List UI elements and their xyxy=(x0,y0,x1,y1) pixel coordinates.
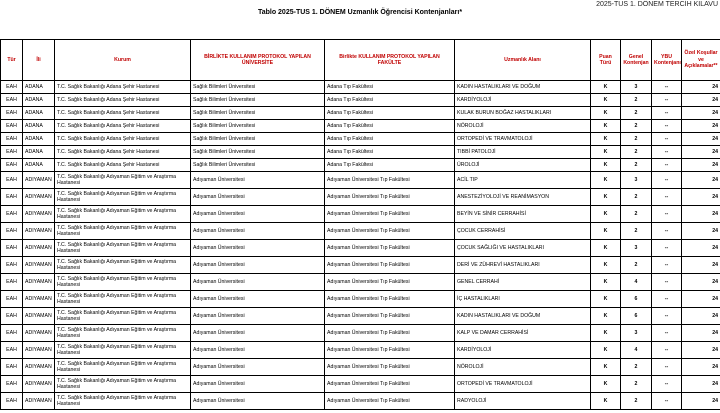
cell-il: ADANA xyxy=(23,146,55,159)
cell-il: ADANA xyxy=(23,159,55,172)
cell-ybu-kontenjani: -- xyxy=(652,223,682,240)
cell-uzmanlik-alani: KULAK BURUN BOĞAZ HASTALIKLARI xyxy=(455,107,591,120)
cell-universite: Sağlık Bilimleri Üniversitesi xyxy=(191,120,325,133)
cell-puan-turu: K xyxy=(591,325,621,342)
cell-fakulte: Adıyaman Üniversitesi Tıp Fakültesi xyxy=(325,376,455,393)
cell-il: ADIYAMAN xyxy=(23,274,55,291)
col-header-il: İli xyxy=(23,40,55,81)
cell-universite: Adıyaman Üniversitesi xyxy=(191,206,325,223)
col-header-uzmanlik-alani: Uzmanlık Alanı xyxy=(455,40,591,81)
cell-ybu-kontenjani: -- xyxy=(652,94,682,107)
cell-fakulte: Adıyaman Üniversitesi Tıp Fakültesi xyxy=(325,291,455,308)
cell-uzmanlik-alani: ACİL TIP xyxy=(455,172,591,189)
cell-kurum: T.C. Sağlık Bakanlığı Adıyaman Eğitim ve Araştırma Hastanesi xyxy=(55,257,191,274)
cell-ozel-kosullar: 24 xyxy=(682,172,720,189)
cell-kurum: T.C. Sağlık Bakanlığı Adıyaman Eğitim ve Araştırma Hastanesi xyxy=(55,274,191,291)
cell-universite: Sağlık Bilimleri Üniversitesi xyxy=(191,81,325,94)
cell-uzmanlik-alani: İÇ HASTALIKLARI xyxy=(455,291,591,308)
cell-genel-kontenjan: 3 xyxy=(621,240,652,257)
cell-genel-kontenjan: 2 xyxy=(621,393,652,410)
cell-genel-kontenjan: 6 xyxy=(621,291,652,308)
cell-fakulte: Adıyaman Üniversitesi Tıp Fakültesi xyxy=(325,359,455,376)
cell-fakulte: Adıyaman Üniversitesi Tıp Fakültesi xyxy=(325,393,455,410)
cell-il: ADIYAMAN xyxy=(23,291,55,308)
cell-universite: Sağlık Bilimleri Üniversitesi xyxy=(191,146,325,159)
cell-kurum: T.C. Sağlık Bakanlığı Adıyaman Eğitim ve Araştırma Hastanesi xyxy=(55,172,191,189)
cell-fakulte: Adıyaman Üniversitesi Tıp Fakültesi xyxy=(325,274,455,291)
col-header-ozel-kosullar: Özel Koşullar ve Açıklamalar** xyxy=(682,40,720,81)
cell-il: ADIYAMAN xyxy=(23,308,55,325)
table-row xyxy=(1,257,720,274)
cell-ybu-kontenjani: -- xyxy=(652,342,682,359)
cell-ozel-kosullar: 24 xyxy=(682,133,720,146)
cell-uzmanlik-alani: GENEL CERRAHİ xyxy=(455,274,591,291)
cell-kurum: T.C. Sağlık Bakanlığı Adıyaman Eğitim ve Araştırma Hastanesi xyxy=(55,223,191,240)
cell-uzmanlik-alani: ÇOCUK SAĞLIĞI VE HASTALIKLARI xyxy=(455,240,591,257)
col-header-genel-kontenjan: Genel Kontenjan xyxy=(621,40,652,81)
cell-tur: EAH xyxy=(1,133,23,146)
cell-uzmanlik-alani: DERİ VE ZÜHREVİ HASTALIKLARI xyxy=(455,257,591,274)
cell-genel-kontenjan: 3 xyxy=(621,325,652,342)
cell-universite: Adıyaman Üniversitesi xyxy=(191,257,325,274)
cell-puan-turu: K xyxy=(591,308,621,325)
cell-uzmanlik-alani: TIBBİ PATOLOJİ xyxy=(455,146,591,159)
cell-universite: Adıyaman Üniversitesi xyxy=(191,189,325,206)
cell-tur: EAH xyxy=(1,240,23,257)
cell-genel-kontenjan: 2 xyxy=(621,223,652,240)
cell-il: ADIYAMAN xyxy=(23,325,55,342)
cell-universite: Adıyaman Üniversitesi xyxy=(191,172,325,189)
col-header-tur: Tür xyxy=(1,40,23,81)
cell-ybu-kontenjani: -- xyxy=(652,257,682,274)
cell-tur: EAH xyxy=(1,206,23,223)
cell-ozel-kosullar: 24 xyxy=(682,189,720,206)
cell-uzmanlik-alani: BEYİN VE SİNİR CERRAHİSİ xyxy=(455,206,591,223)
table-row xyxy=(1,172,720,189)
table-row xyxy=(1,94,720,107)
cell-il: ADANA xyxy=(23,120,55,133)
cell-il: ADIYAMAN xyxy=(23,257,55,274)
cell-tur: EAH xyxy=(1,107,23,120)
cell-uzmanlik-alani: KADIN HASTALIKLARI VE DOĞUM xyxy=(455,308,591,325)
cell-il: ADIYAMAN xyxy=(23,223,55,240)
cell-kurum: T.C. Sağlık Bakanlığı Adana Şehir Hastanesi xyxy=(55,120,191,133)
cell-genel-kontenjan: 2 xyxy=(621,146,652,159)
cell-puan-turu: K xyxy=(591,206,621,223)
cell-genel-kontenjan: 2 xyxy=(621,189,652,206)
cell-universite: Adıyaman Üniversitesi xyxy=(191,325,325,342)
cell-il: ADIYAMAN xyxy=(23,376,55,393)
cell-tur: EAH xyxy=(1,223,23,240)
cell-uzmanlik-alani: ORTOPEDİ VE TRAVMATOLOJİ xyxy=(455,133,591,146)
cell-puan-turu: K xyxy=(591,107,621,120)
cell-ybu-kontenjani: -- xyxy=(652,120,682,133)
cell-ozel-kosullar: 24 xyxy=(682,376,720,393)
cell-kurum: T.C. Sağlık Bakanlığı Adıyaman Eğitim ve Araştırma Hastanesi xyxy=(55,240,191,257)
cell-kurum: T.C. Sağlık Bakanlığı Adıyaman Eğitim ve Araştırma Hastanesi xyxy=(55,376,191,393)
table-row xyxy=(1,206,720,223)
cell-ybu-kontenjani: -- xyxy=(652,393,682,410)
cell-ozel-kosullar: 24 xyxy=(682,107,720,120)
table-row xyxy=(1,120,720,133)
cell-uzmanlik-alani: RADYOLOJİ xyxy=(455,393,591,410)
cell-ozel-kosullar: 24 xyxy=(682,81,720,94)
cell-genel-kontenjan: 2 xyxy=(621,257,652,274)
col-header-kurum: Kurum xyxy=(55,40,191,81)
cell-universite: Sağlık Bilimleri Üniversitesi xyxy=(191,133,325,146)
table-row xyxy=(1,359,720,376)
cell-ybu-kontenjani: -- xyxy=(652,240,682,257)
cell-fakulte: Adıyaman Üniversitesi Tıp Fakültesi xyxy=(325,189,455,206)
cell-il: ADIYAMAN xyxy=(23,240,55,257)
cell-kurum: T.C. Sağlık Bakanlığı Adana Şehir Hastanesi xyxy=(55,81,191,94)
cell-uzmanlik-alani: KALP VE DAMAR CERRAHİSİ xyxy=(455,325,591,342)
cell-fakulte: Adana Tıp Fakültesi xyxy=(325,146,455,159)
cell-il: ADANA xyxy=(23,94,55,107)
cell-ozel-kosullar: 24 xyxy=(682,274,720,291)
cell-puan-turu: K xyxy=(591,342,621,359)
cell-ozel-kosullar: 24 xyxy=(682,94,720,107)
table-row xyxy=(1,223,720,240)
cell-ybu-kontenjani: -- xyxy=(652,308,682,325)
table-row xyxy=(1,291,720,308)
cell-ybu-kontenjani: -- xyxy=(652,376,682,393)
cell-uzmanlik-alani: KARDİYOLOJİ xyxy=(455,94,591,107)
cell-il: ADIYAMAN xyxy=(23,206,55,223)
cell-puan-turu: K xyxy=(591,223,621,240)
cell-genel-kontenjan: 3 xyxy=(621,172,652,189)
cell-ybu-kontenjani: -- xyxy=(652,325,682,342)
cell-universite: Sağlık Bilimleri Üniversitesi xyxy=(191,107,325,120)
cell-puan-turu: K xyxy=(591,393,621,410)
col-header-universite: BİRLİKTE KULLANIM PROTOKOL YAPILAN ÜNİVERSİTE xyxy=(191,40,325,81)
table-row xyxy=(1,107,720,120)
cell-tur: EAH xyxy=(1,274,23,291)
cell-uzmanlik-alani: NÖROLOJİ xyxy=(455,359,591,376)
table-row xyxy=(1,342,720,359)
table-body xyxy=(1,81,720,410)
cell-universite: Adıyaman Üniversitesi xyxy=(191,393,325,410)
cell-uzmanlik-alani: KARDİYOLOJİ xyxy=(455,342,591,359)
cell-universite: Adıyaman Üniversitesi xyxy=(191,240,325,257)
table-row xyxy=(1,189,720,206)
cell-universite: Adıyaman Üniversitesi xyxy=(191,223,325,240)
cell-universite: Adıyaman Üniversitesi xyxy=(191,308,325,325)
cell-kurum: T.C. Sağlık Bakanlığı Adıyaman Eğitim ve Araştırma Hastanesi xyxy=(55,189,191,206)
cell-kurum: T.C. Sağlık Bakanlığı Adana Şehir Hastanesi xyxy=(55,146,191,159)
cell-puan-turu: K xyxy=(591,81,621,94)
cell-ybu-kontenjani: -- xyxy=(652,81,682,94)
cell-fakulte: Adıyaman Üniversitesi Tıp Fakültesi xyxy=(325,325,455,342)
cell-puan-turu: K xyxy=(591,120,621,133)
cell-genel-kontenjan: 4 xyxy=(621,274,652,291)
table-row xyxy=(1,133,720,146)
cell-fakulte: Adana Tıp Fakültesi xyxy=(325,107,455,120)
cell-kurum: T.C. Sağlık Bakanlığı Adana Şehir Hastanesi xyxy=(55,94,191,107)
cell-uzmanlik-alani: ORTOPEDİ VE TRAVMATOLOJİ xyxy=(455,376,591,393)
cell-fakulte: Adıyaman Üniversitesi Tıp Fakültesi xyxy=(325,172,455,189)
cell-tur: EAH xyxy=(1,376,23,393)
col-header-ybu-kontenjani: YBU Kontenjanı xyxy=(652,40,682,81)
table-row xyxy=(1,308,720,325)
cell-ozel-kosullar: 24 xyxy=(682,308,720,325)
cell-kurum: T.C. Sağlık Bakanlığı Adıyaman Eğitim ve Araştırma Hastanesi xyxy=(55,342,191,359)
cell-tur: EAH xyxy=(1,81,23,94)
cell-genel-kontenjan: 2 xyxy=(621,107,652,120)
cell-puan-turu: K xyxy=(591,159,621,172)
cell-tur: EAH xyxy=(1,393,23,410)
cell-il: ADANA xyxy=(23,133,55,146)
cell-kurum: T.C. Sağlık Bakanlığı Adıyaman Eğitim ve Araştırma Hastanesi xyxy=(55,308,191,325)
cell-ozel-kosullar: 24 xyxy=(682,206,720,223)
cell-ybu-kontenjani: -- xyxy=(652,274,682,291)
cell-ybu-kontenjani: -- xyxy=(652,159,682,172)
cell-ozel-kosullar: 24 xyxy=(682,223,720,240)
cell-tur: EAH xyxy=(1,325,23,342)
cell-universite: Adıyaman Üniversitesi xyxy=(191,376,325,393)
cell-ozel-kosullar: 24 xyxy=(682,393,720,410)
cell-uzmanlik-alani: ÜROLOJİ xyxy=(455,159,591,172)
table-row xyxy=(1,274,720,291)
cell-tur: EAH xyxy=(1,120,23,133)
cell-il: ADIYAMAN xyxy=(23,393,55,410)
cell-ozel-kosullar: 24 xyxy=(682,342,720,359)
cell-fakulte: Adana Tıp Fakültesi xyxy=(325,133,455,146)
cell-kurum: T.C. Sağlık Bakanlığı Adıyaman Eğitim ve Araştırma Hastanesi xyxy=(55,206,191,223)
cell-ybu-kontenjani: -- xyxy=(652,107,682,120)
cell-ybu-kontenjani: -- xyxy=(652,189,682,206)
cell-genel-kontenjan: 2 xyxy=(621,120,652,133)
cell-il: ADIYAMAN xyxy=(23,189,55,206)
cell-genel-kontenjan: 2 xyxy=(621,359,652,376)
cell-universite: Sağlık Bilimleri Üniversitesi xyxy=(191,159,325,172)
cell-tur: EAH xyxy=(1,342,23,359)
table-row xyxy=(1,81,720,94)
cell-kurum: T.C. Sağlık Bakanlığı Adana Şehir Hastanesi xyxy=(55,159,191,172)
cell-fakulte: Adıyaman Üniversitesi Tıp Fakültesi xyxy=(325,308,455,325)
cell-ozel-kosullar: 24 xyxy=(682,257,720,274)
cell-ozel-kosullar: 24 xyxy=(682,325,720,342)
col-header-puan-turu: Puan Türü xyxy=(591,40,621,81)
cell-genel-kontenjan: 4 xyxy=(621,342,652,359)
table-row xyxy=(1,159,720,172)
cell-ybu-kontenjani: -- xyxy=(652,359,682,376)
cell-kurum: T.C. Sağlık Bakanlığı Adıyaman Eğitim ve Araştırma Hastanesi xyxy=(55,393,191,410)
cell-genel-kontenjan: 2 xyxy=(621,159,652,172)
table-row xyxy=(1,240,720,257)
cell-puan-turu: K xyxy=(591,146,621,159)
cell-genel-kontenjan: 2 xyxy=(621,94,652,107)
cell-puan-turu: K xyxy=(591,172,621,189)
cell-il: ADIYAMAN xyxy=(23,172,55,189)
cell-puan-turu: K xyxy=(591,240,621,257)
table-row xyxy=(1,393,720,410)
cell-tur: EAH xyxy=(1,308,23,325)
cell-kurum: T.C. Sağlık Bakanlığı Adana Şehir Hastanesi xyxy=(55,107,191,120)
cell-genel-kontenjan: 2 xyxy=(621,133,652,146)
table-row xyxy=(1,146,720,159)
cell-tur: EAH xyxy=(1,159,23,172)
cell-tur: EAH xyxy=(1,189,23,206)
cell-ybu-kontenjani: -- xyxy=(652,133,682,146)
cell-tur: EAH xyxy=(1,257,23,274)
cell-il: ADIYAMAN xyxy=(23,359,55,376)
cell-tur: EAH xyxy=(1,291,23,308)
cell-kurum: T.C. Sağlık Bakanlığı Adıyaman Eğitim ve Araştırma Hastanesi xyxy=(55,325,191,342)
cell-genel-kontenjan: 3 xyxy=(621,81,652,94)
cell-fakulte: Adana Tıp Fakültesi xyxy=(325,81,455,94)
cell-puan-turu: K xyxy=(591,133,621,146)
cell-genel-kontenjan: 2 xyxy=(621,206,652,223)
cell-puan-turu: K xyxy=(591,376,621,393)
cell-fakulte: Adıyaman Üniversitesi Tıp Fakültesi xyxy=(325,240,455,257)
cell-puan-turu: K xyxy=(591,257,621,274)
table-header-row xyxy=(1,40,720,81)
cell-genel-kontenjan: 6 xyxy=(621,308,652,325)
cell-fakulte: Adıyaman Üniversitesi Tıp Fakültesi xyxy=(325,206,455,223)
cell-universite: Adıyaman Üniversitesi xyxy=(191,291,325,308)
cell-ozel-kosullar: 24 xyxy=(682,159,720,172)
col-header-fakulte: Birlikte KULLANIM PROTOKOL YAPILAN FAKÜLTE xyxy=(325,40,455,81)
cell-fakulte: Adana Tıp Fakültesi xyxy=(325,94,455,107)
cell-uzmanlik-alani: KADIN HASTALIKLARI VE DOĞUM xyxy=(455,81,591,94)
cell-ozel-kosullar: 24 xyxy=(682,359,720,376)
cell-universite: Sağlık Bilimleri Üniversitesi xyxy=(191,94,325,107)
table-row xyxy=(1,325,720,342)
cell-kurum: T.C. Sağlık Bakanlığı Adana Şehir Hastanesi xyxy=(55,133,191,146)
cell-fakulte: Adıyaman Üniversitesi Tıp Fakültesi xyxy=(325,223,455,240)
cell-genel-kontenjan: 2 xyxy=(621,376,652,393)
cell-uzmanlik-alani: ANESTEZİYOLOJİ VE REANİMASYON xyxy=(455,189,591,206)
cell-uzmanlik-alani: NÖROLOJİ xyxy=(455,120,591,133)
cell-il: ADANA xyxy=(23,81,55,94)
cell-ybu-kontenjani: -- xyxy=(652,172,682,189)
cell-fakulte: Adıyaman Üniversitesi Tıp Fakültesi xyxy=(325,342,455,359)
cell-universite: Adıyaman Üniversitesi xyxy=(191,359,325,376)
cell-ozel-kosullar: 24 xyxy=(682,240,720,257)
cell-fakulte: Adıyaman Üniversitesi Tıp Fakültesi xyxy=(325,257,455,274)
cell-il: ADIYAMAN xyxy=(23,342,55,359)
cell-kurum: T.C. Sağlık Bakanlığı Adıyaman Eğitim ve Araştırma Hastanesi xyxy=(55,359,191,376)
cell-universite: Adıyaman Üniversitesi xyxy=(191,274,325,291)
cell-il: ADANA xyxy=(23,107,55,120)
cell-puan-turu: K xyxy=(591,359,621,376)
cell-kurum: T.C. Sağlık Bakanlığı Adıyaman Eğitim ve Araştırma Hastanesi xyxy=(55,291,191,308)
cell-uzmanlik-alani: ÇOCUK CERRAHİSİ xyxy=(455,223,591,240)
cell-fakulte: Adana Tıp Fakültesi xyxy=(325,120,455,133)
quota-table xyxy=(0,39,720,410)
cell-tur: EAH xyxy=(1,94,23,107)
cell-fakulte: Adana Tıp Fakültesi xyxy=(325,159,455,172)
cell-puan-turu: K xyxy=(591,189,621,206)
table-row xyxy=(1,376,720,393)
cell-ozel-kosullar: 24 xyxy=(682,120,720,133)
cell-ybu-kontenjani: -- xyxy=(652,146,682,159)
cell-universite: Adıyaman Üniversitesi xyxy=(191,342,325,359)
cell-puan-turu: K xyxy=(591,94,621,107)
cell-puan-turu: K xyxy=(591,274,621,291)
cell-tur: EAH xyxy=(1,359,23,376)
cell-tur: EAH xyxy=(1,146,23,159)
cell-puan-turu: K xyxy=(591,291,621,308)
cell-tur: EAH xyxy=(1,172,23,189)
document-running-header: 2025-TUS 1. DÖNEM TERCİH KILAVU xyxy=(596,1,718,8)
cell-ybu-kontenjani: -- xyxy=(652,291,682,308)
cell-ozel-kosullar: 24 xyxy=(682,146,720,159)
cell-ybu-kontenjani: -- xyxy=(652,206,682,223)
cell-ozel-kosullar: 24 xyxy=(682,291,720,308)
table-title: Tablo 2025-TUS 1. DÖNEM Uzmanlık Öğrencisi Kontenjanları* xyxy=(257,9,463,16)
